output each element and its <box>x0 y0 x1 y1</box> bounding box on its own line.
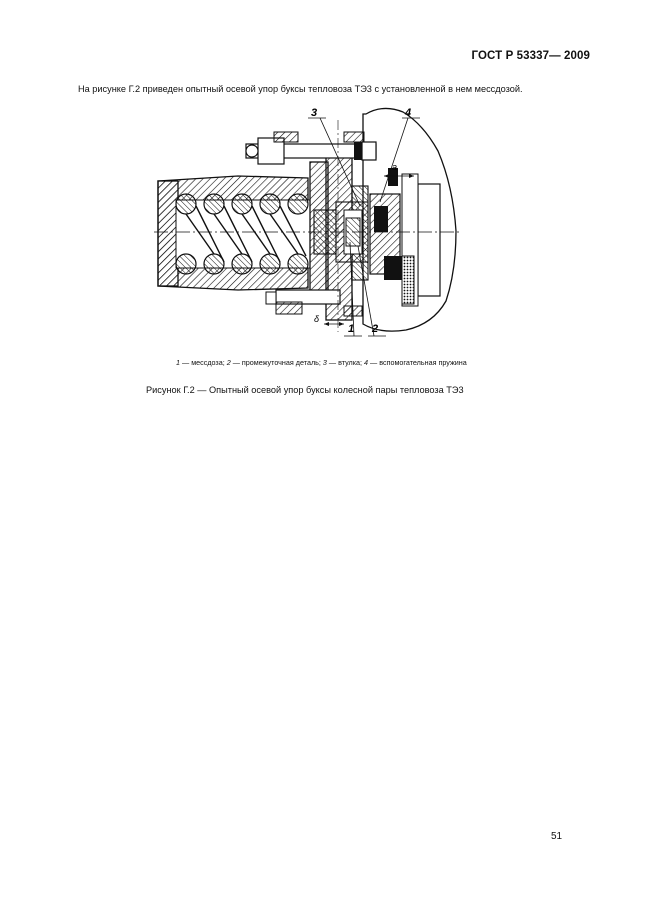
top-bolt <box>246 132 376 164</box>
legend-num-2: 2 <box>226 358 231 367</box>
legend-dash: — <box>232 358 240 367</box>
drawing-svg <box>148 106 468 338</box>
legend-text-2: промежуточная деталь; <box>241 358 321 367</box>
dimension-a-label: a <box>392 162 398 172</box>
legend-text-1: мессдоза; <box>191 358 225 367</box>
legend-dash: — <box>370 358 378 367</box>
legend-text-3: втулка; <box>338 358 363 367</box>
legend-num-1: 1 <box>176 358 180 367</box>
legend-dash: — <box>182 358 190 367</box>
page-number: 51 <box>551 831 563 842</box>
figure-caption: Рисунок Г.2 — Опытный осевой упор буксы колесной пары тепловоза ТЭ3 <box>146 385 464 395</box>
figure-legend <box>176 358 596 367</box>
intro-paragraph: На рисунке Г.2 приведен опытный осевой упор буксы тепловоза ТЭ3 с установленной в нем мессдозой. <box>78 84 523 94</box>
callout-2-label: 2 <box>372 323 379 335</box>
legend-text-4: вспомогательная пружина <box>379 358 467 367</box>
callout-3-label: 3 <box>311 107 318 119</box>
technical-drawing <box>148 106 468 338</box>
document-standard-number: ГОСТ Р 53337— 2009 <box>471 50 590 62</box>
dimension-delta-label: δ <box>314 314 320 324</box>
legend-num-3: 3 <box>322 358 327 367</box>
legend-num-4: 4 <box>364 358 369 367</box>
callout-1-label: 1 <box>348 323 355 335</box>
callout-4-label: 4 <box>405 107 412 119</box>
legend-dash: — <box>328 358 337 367</box>
